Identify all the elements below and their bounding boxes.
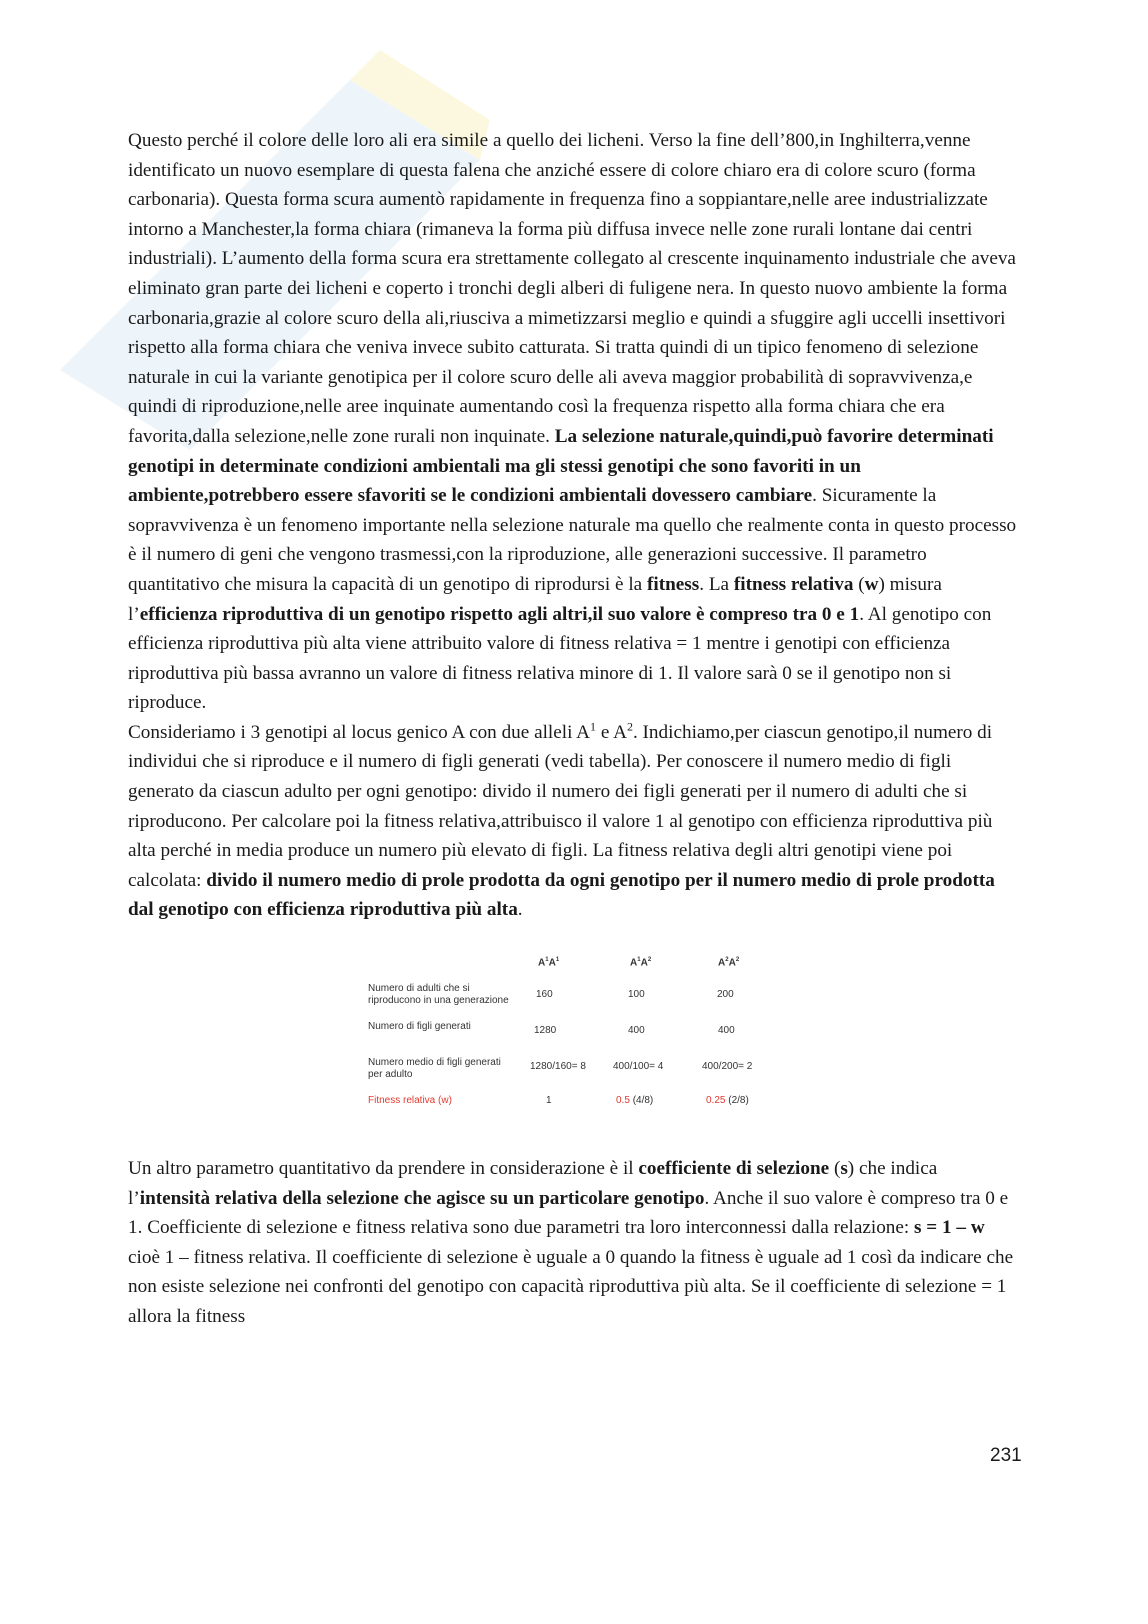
text: cioè 1 – fitness relativa. Il coefficiente di selezione è uguale a 0 quando la fitness è uguale ad 1 così da indicare che non esiste selezione nei confronti del genotipo con capacità riproduttiva più alta. Se il coefficiente di selezione = 1 allora la fitness [128, 1246, 1014, 1327]
text: ( [853, 573, 865, 595]
text: . [517, 899, 523, 921]
bold-text: intensità relativa della selezione che agisce su un particolare genotipo [139, 1187, 705, 1209]
header-a2a2: $A^2A^2$ [718, 957, 740, 969]
table-cell: 400/100= 4 [613, 1061, 664, 1073]
text: e A [596, 721, 627, 743]
bold-text: fitness relativa [733, 573, 854, 595]
table-cell: 1280 [534, 1025, 557, 1037]
bold-text: La selezione naturale,quindi,può favorire determinati genotipi in determinate condizioni ambientali ma gli stessi genotipi che sono favoriti in un ambiente,potrebbero essere sfavoriti se le condizioni ambientali dovessero cambiare [128, 425, 994, 507]
row-label-adults: Numero di adulti che si riproducono in una generazione [368, 983, 509, 1007]
bold-text: coefficiente di selezione [638, 1158, 830, 1180]
table-cell: 200 [717, 989, 734, 1001]
text: Un altro parametro quantitativo da prendere in considerazione è il [128, 1158, 639, 1180]
paragraph-genotypes [128, 718, 1020, 925]
text: ( [829, 1158, 841, 1180]
text: ) misura l’ [128, 573, 942, 625]
page-number: 231 [990, 1445, 1022, 1466]
header-a1a1: $A^1A^1$ [538, 957, 560, 969]
text: ) che indica l’ [128, 1158, 938, 1209]
text: Consideriamo i 3 genotipi al locus genico A con due alleli A [128, 721, 591, 743]
row-label-offspring: Numero di figli generati [368, 1021, 471, 1033]
bold-text: fitness [646, 573, 700, 595]
paragraph-selection-coefficient [128, 1154, 1020, 1332]
bold-text: efficienza riproduttiva di un genotipo rispetto agli altri,il suo valore è compreso tra 0 e 1 [139, 603, 860, 625]
table-cell: 160 [536, 989, 553, 1001]
fitness-table [368, 957, 788, 1132]
row-label-fitness: Fitness relativa (w) [368, 1095, 452, 1107]
header-a1a2: $A^1A^2$ [630, 957, 652, 969]
table-cell: 400/200= 2 [702, 1061, 753, 1073]
bold-text: s = 1 – w [914, 1217, 985, 1239]
bold-text: divido il numero medio di prole prodotta da ogni genotipo per il numero medio di prole prodotta dal genotipo con efficienza riproduttiva più alta [128, 869, 995, 921]
superscript: 1 [590, 719, 597, 734]
text: . Indichiamo,per ciascun genotipo,il numero di individui che si riproduce e il numero di figli generati (vedi tabella). Per conoscere il numero medio di figli generato da ciascun adulto per ogni genotipo: divido il numero dei figli generati per il numero di adulti che si riproducono. Per calcolare poi la fitness relativa,attribuisco il valore 1 al genotipo con efficienza riproduttiva più alta perché in media produce un numero più elevato di figli. La fitness relativa degli altri genotipi viene poi calcolata: [128, 721, 993, 891]
table-cell: 0.5 (4/8) [616, 1095, 654, 1107]
superscript: 2 [626, 719, 633, 734]
table-cell: 1280/160= 8 [530, 1061, 586, 1073]
text: Questo perché il colore delle loro ali era simile a quello dei licheni. Verso la fine dell’800,in Inghilterra,venne identificato un nuovo esemplare di questa falena che anziché essere di colore chiaro era di colore scuro (forma carbonaria). Questa forma scura aumentò rapidamente in frequenza fino a soppiantare,nelle aree industrializzate intorno a Manchester,la forma chiara (rimaneva la forma più diffusa invece nelle zone rurali lontane dai centri industriali). L’aumento della forma scura era strettamente collegato al crescente inquinamento industriale che aveva eliminato gran parte dei licheni e coperto i tronchi degli alberi di fuligene nera. In questo nuovo ambiente la forma carbonaria,grazie al colore scuro della ali,riusciva a mimetizzarsi meglio e quindi a sfuggire agli uccelli insettivori rispetto alla forma chiara che veniva invece subito catturata. Si tratta quindi di un tipico fenomeno di selezione naturale in cui la variante genotipica per il colore scuro delle ali aveva maggior probabilità di sopravvivenza,e quindi di riproduzione,nelle aree inquinate aumentando così la frequenza rispetto alla forma chiara che era favorita,dalla selezione,nelle zone rurali non inquinate. [128, 130, 1016, 447]
table-cell: 400 [718, 1025, 735, 1037]
text: . Anche il suo valore è compreso tra 0 e 1. Coefficiente di selezione e fitness relativa sono due parametri tra loro interconnessi dalla relazione: [128, 1187, 1009, 1239]
bold-text: s [840, 1158, 848, 1180]
table-cell: 1 [546, 1095, 552, 1107]
table-cell: 100 [628, 989, 645, 1001]
document-page [128, 126, 1020, 1332]
paragraph-peppered-moth [128, 126, 1020, 718]
bold-text: w [864, 573, 879, 595]
text: . La [699, 573, 734, 595]
text: . Al genotipo con efficienza riproduttiva più alta viene attribuito valore di fitness relativa = 1 mentre i genotipi con efficienza riproduttiva più bassa avranno un valore di fitness relativa minore di 1. Il valore sarà 0 se il genotipo non si riproduce. [128, 603, 992, 714]
text: . Sicuramente la sopravvivenza è un fenomeno importante nella selezione naturale ma quello che realmente conta in questo processo è il numero di geni che vengono trasmessi,con la riproduzione, alle generazioni successive. Il parametro quantitativo che misura la capacità di un genotipo di riprodursi è la [128, 485, 1017, 595]
row-label-average: Numero medio di figli generati per adulto [368, 1057, 501, 1081]
table-cell: 400 [628, 1025, 645, 1037]
table-cell: 0.25 (2/8) [706, 1095, 749, 1107]
